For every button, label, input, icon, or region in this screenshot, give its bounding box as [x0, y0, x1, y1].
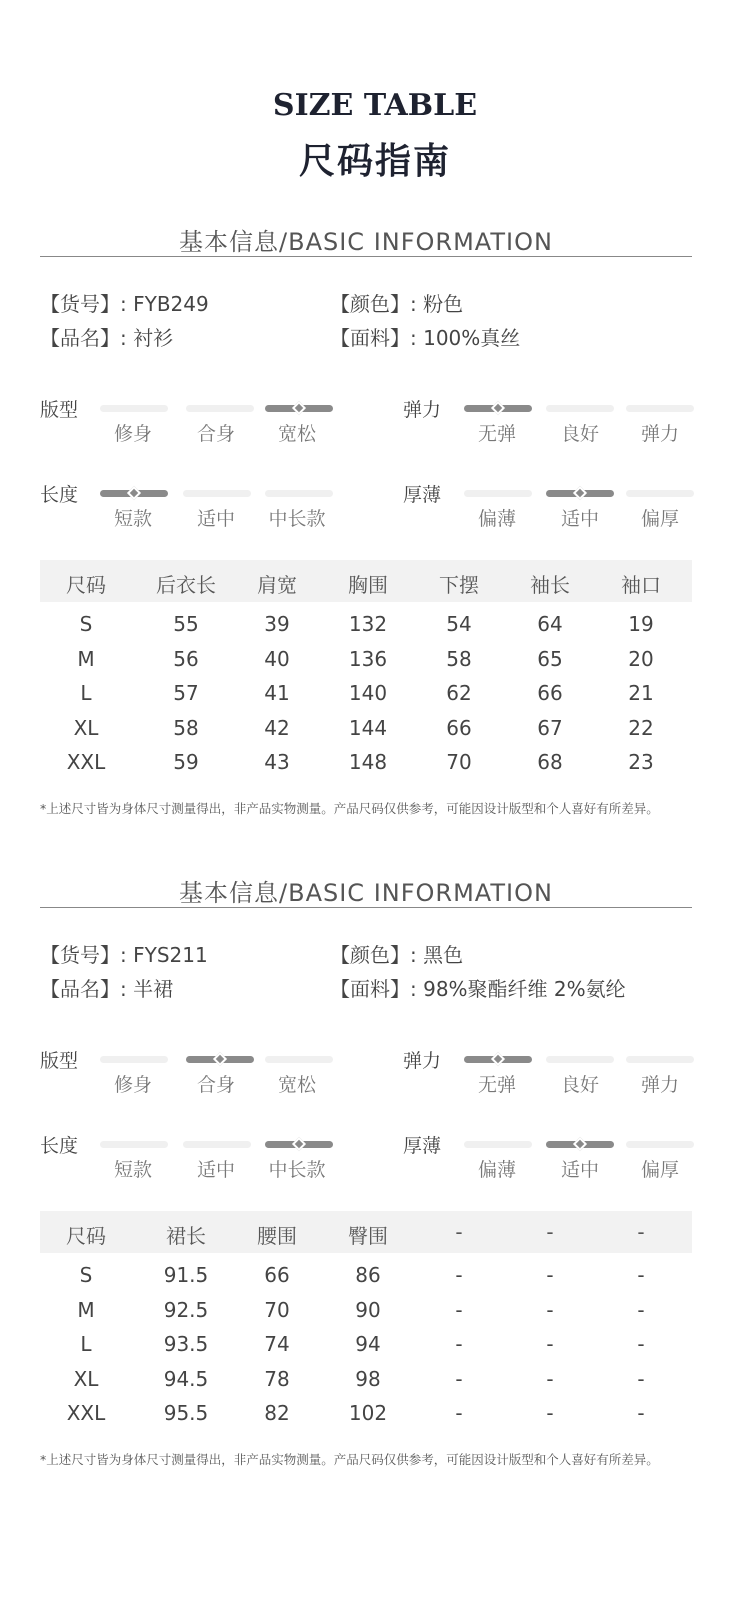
- table-cell: 55: [173, 612, 199, 636]
- scale-track: [265, 1056, 333, 1063]
- table-cell: 39: [264, 612, 290, 636]
- scale-track: [265, 490, 333, 497]
- table-cell: 144: [348, 715, 388, 740]
- table-cell: M: [77, 1297, 95, 1322]
- table-header-cell: 袖长: [530, 573, 570, 597]
- table-header-cell: -: [455, 1220, 463, 1244]
- info-name: 【品名】: 衬衫: [40, 326, 174, 350]
- attribute-label: 弹力: [403, 399, 442, 421]
- table-cell: -: [637, 1332, 645, 1356]
- table-cell: 56: [173, 646, 199, 671]
- attribute-label: 版型: [40, 399, 79, 421]
- table-cell: 66: [264, 1263, 290, 1287]
- attribute-label: 版型: [40, 1050, 79, 1072]
- table-header-cell: 后衣长: [156, 573, 216, 597]
- table-cell: 148: [348, 750, 388, 774]
- table-cell: 94.5: [163, 1366, 209, 1391]
- info-item-no: 【货号】: FYS211: [40, 943, 208, 967]
- table-header-cell: 袖口: [621, 573, 661, 597]
- page-title-en: SIZE TABLE: [272, 88, 478, 123]
- table-cell: 82: [264, 1401, 290, 1425]
- info-fabric: 【面料】: 100%真丝: [330, 326, 521, 350]
- table-cell: -: [546, 1297, 554, 1322]
- scale-option-label: 中长款: [268, 1159, 326, 1181]
- table-cell: 65: [537, 646, 563, 671]
- table-cell: 94: [355, 1332, 381, 1356]
- attribute-label: 长度: [40, 484, 79, 506]
- info-fabric: 【面料】: 98%聚酯纤维 2%氨纶: [330, 977, 626, 1001]
- table-cell: L: [80, 1332, 92, 1356]
- scale-option-label: 适中: [560, 1159, 599, 1181]
- size-section: [0, 873, 750, 1533]
- scale-option-label: 无弹: [477, 1074, 516, 1096]
- section-divider: [40, 907, 692, 908]
- table-cell: XL: [73, 1366, 99, 1391]
- table-header-cell: -: [546, 1220, 554, 1244]
- table-header-cell: 尺码: [66, 573, 106, 597]
- table-cell: 102: [348, 1401, 388, 1425]
- table-cell: 40: [264, 646, 290, 671]
- attribute-label: 长度: [40, 1135, 79, 1157]
- table-cell: XL: [73, 715, 99, 740]
- table-cell: 92.5: [163, 1297, 209, 1322]
- attribute-label: 厚薄: [403, 1135, 442, 1157]
- scale-option-label: 偏薄: [477, 508, 516, 530]
- scale-track-selected: [464, 405, 532, 412]
- table-cell: -: [546, 1332, 554, 1356]
- info-item-no: 【货号】: FYB249: [40, 292, 209, 316]
- scale-track-selected: [546, 490, 614, 497]
- scale-option-label: 宽松: [277, 1074, 316, 1096]
- table-header-cell: 尺码: [66, 1224, 106, 1248]
- table-cell: XXL: [66, 1401, 106, 1425]
- table-cell: M: [77, 646, 95, 671]
- scale-track: [100, 1056, 168, 1063]
- scale-option-label: 短款: [113, 508, 152, 530]
- scale-marker-icon: [573, 486, 587, 500]
- scale-option-label: 中长款: [268, 508, 326, 530]
- size-disclaimer: *上述尺寸皆为身体尺寸测量得出，非产品实物测量。产品尺码仅供参考，可能因设计版型和个人喜好有所差异。: [40, 1452, 659, 1467]
- table-header-cell: 裙长: [166, 1224, 206, 1248]
- table-cell: 93.5: [163, 1332, 209, 1356]
- table-cell: 70: [446, 750, 472, 774]
- table-cell: 21: [628, 681, 654, 705]
- table-header-cell: -: [637, 1220, 645, 1244]
- table-cell: -: [455, 1297, 463, 1322]
- scale-track: [626, 490, 694, 497]
- table-cell: 59: [173, 750, 199, 774]
- scale-track-selected: [186, 1056, 254, 1063]
- scale-option-label: 弹力: [640, 1074, 679, 1096]
- scale-track-selected: [546, 1141, 614, 1148]
- scale-track: [626, 1141, 694, 1148]
- page-title-cn: 尺码指南: [298, 140, 451, 182]
- scale-marker-icon: [491, 1052, 505, 1066]
- scale-option-label: 宽松: [277, 423, 316, 445]
- table-cell: 70: [264, 1297, 290, 1322]
- table-cell: 91.5: [163, 1263, 209, 1287]
- section-heading: 基本信息/BASIC INFORMATION: [179, 879, 553, 907]
- info-color: 【颜色】: 黑色: [330, 943, 464, 967]
- scale-track-selected: [464, 1056, 532, 1063]
- table-cell: 74: [264, 1332, 290, 1356]
- table-cell: 66: [537, 681, 563, 705]
- scale-track: [626, 405, 694, 412]
- table-cell: 78: [264, 1366, 290, 1391]
- scale-track: [626, 1056, 694, 1063]
- scale-track: [546, 405, 614, 412]
- table-cell: 95.5: [163, 1401, 209, 1425]
- table-cell: -: [637, 1366, 645, 1391]
- table-cell: S: [79, 1263, 93, 1287]
- table-cell: 54: [446, 612, 472, 636]
- scale-marker-icon: [292, 1137, 306, 1151]
- table-cell: 58: [446, 646, 472, 671]
- table-cell: S: [79, 612, 93, 636]
- scale-track: [183, 490, 251, 497]
- table-cell: 58: [173, 715, 199, 740]
- scale-track: [186, 405, 254, 412]
- scale-option-label: 适中: [196, 508, 235, 530]
- scale-option-label: 短款: [113, 1159, 152, 1181]
- table-cell: 136: [348, 646, 388, 671]
- table-cell: -: [546, 1263, 554, 1287]
- scale-track-selected: [265, 405, 333, 412]
- table-cell: 86: [355, 1263, 381, 1287]
- scale-marker-icon: [573, 1137, 587, 1151]
- scale-option-label: 修身: [113, 423, 152, 445]
- scale-option-label: 修身: [113, 1074, 152, 1096]
- scale-option-label: 合身: [196, 1074, 235, 1096]
- scale-option-label: 弹力: [640, 423, 679, 445]
- scale-option-label: 良好: [560, 1074, 599, 1096]
- scale-track: [546, 1056, 614, 1063]
- scale-option-label: 合身: [196, 423, 235, 445]
- table-cell: 22: [628, 715, 654, 740]
- table-header-cell: 下摆: [439, 573, 479, 597]
- table-header-cell: 胸围: [348, 573, 388, 597]
- info-name: 【品名】: 半裙: [40, 977, 174, 1001]
- scale-track: [464, 490, 532, 497]
- table-header-cell: 臀围: [348, 1224, 388, 1248]
- table-cell: 19: [628, 612, 654, 636]
- scale-track: [100, 405, 168, 412]
- table-cell: L: [80, 681, 92, 705]
- scale-track-selected: [265, 1141, 333, 1148]
- table-cell: 64: [537, 612, 563, 636]
- scale-marker-icon: [213, 1052, 227, 1066]
- size-section: [0, 222, 750, 882]
- table-cell: 140: [348, 681, 388, 705]
- table-cell: 23: [628, 750, 654, 774]
- section-divider: [40, 256, 692, 257]
- scale-marker-icon: [491, 401, 505, 415]
- table-cell: 62: [446, 681, 472, 705]
- table-cell: 132: [348, 612, 388, 636]
- table-cell: -: [455, 1263, 463, 1287]
- table-cell: 41: [264, 681, 290, 705]
- section-heading: 基本信息/BASIC INFORMATION: [179, 228, 553, 256]
- table-cell: 57: [173, 681, 199, 705]
- scale-track: [464, 1141, 532, 1148]
- scale-marker-icon: [292, 401, 306, 415]
- scale-option-label: 无弹: [477, 423, 516, 445]
- scale-option-label: 良好: [560, 423, 599, 445]
- table-cell: 67: [537, 715, 563, 740]
- scale-track: [183, 1141, 251, 1148]
- table-header-cell: 肩宽: [257, 573, 297, 597]
- table-cell: 66: [446, 715, 472, 740]
- table-cell: 42: [264, 715, 290, 740]
- table-header-cell: 腰围: [257, 1224, 297, 1248]
- attribute-label: 弹力: [403, 1050, 442, 1072]
- scale-option-label: 偏薄: [477, 1159, 516, 1181]
- scale-track-selected: [100, 490, 168, 497]
- table-cell: XXL: [66, 750, 106, 774]
- table-cell: 98: [355, 1366, 381, 1391]
- scale-option-label: 适中: [196, 1159, 235, 1181]
- size-table-header: [40, 1211, 692, 1253]
- table-cell: -: [455, 1401, 463, 1425]
- table-cell: -: [455, 1366, 463, 1391]
- scale-option-label: 适中: [560, 508, 599, 530]
- table-cell: -: [546, 1401, 554, 1425]
- size-disclaimer: *上述尺寸皆为身体尺寸测量得出，非产品实物测量。产品尺码仅供参考，可能因设计版型和个人喜好有所差异。: [40, 801, 659, 816]
- table-cell: 68: [537, 750, 563, 774]
- info-color: 【颜色】: 粉色: [330, 292, 464, 316]
- scale-option-label: 偏厚: [640, 508, 679, 530]
- table-cell: 43: [264, 750, 290, 774]
- table-cell: -: [637, 1401, 645, 1425]
- table-cell: -: [455, 1332, 463, 1356]
- attribute-label: 厚薄: [403, 484, 442, 506]
- table-cell: -: [637, 1263, 645, 1287]
- scale-marker-icon: [127, 486, 141, 500]
- table-cell: -: [546, 1366, 554, 1391]
- scale-track: [100, 1141, 168, 1148]
- size-table-header: [40, 560, 692, 602]
- table-cell: 20: [628, 646, 654, 671]
- table-cell: 90: [355, 1297, 381, 1322]
- scale-option-label: 偏厚: [640, 1159, 679, 1181]
- table-cell: -: [637, 1297, 645, 1322]
